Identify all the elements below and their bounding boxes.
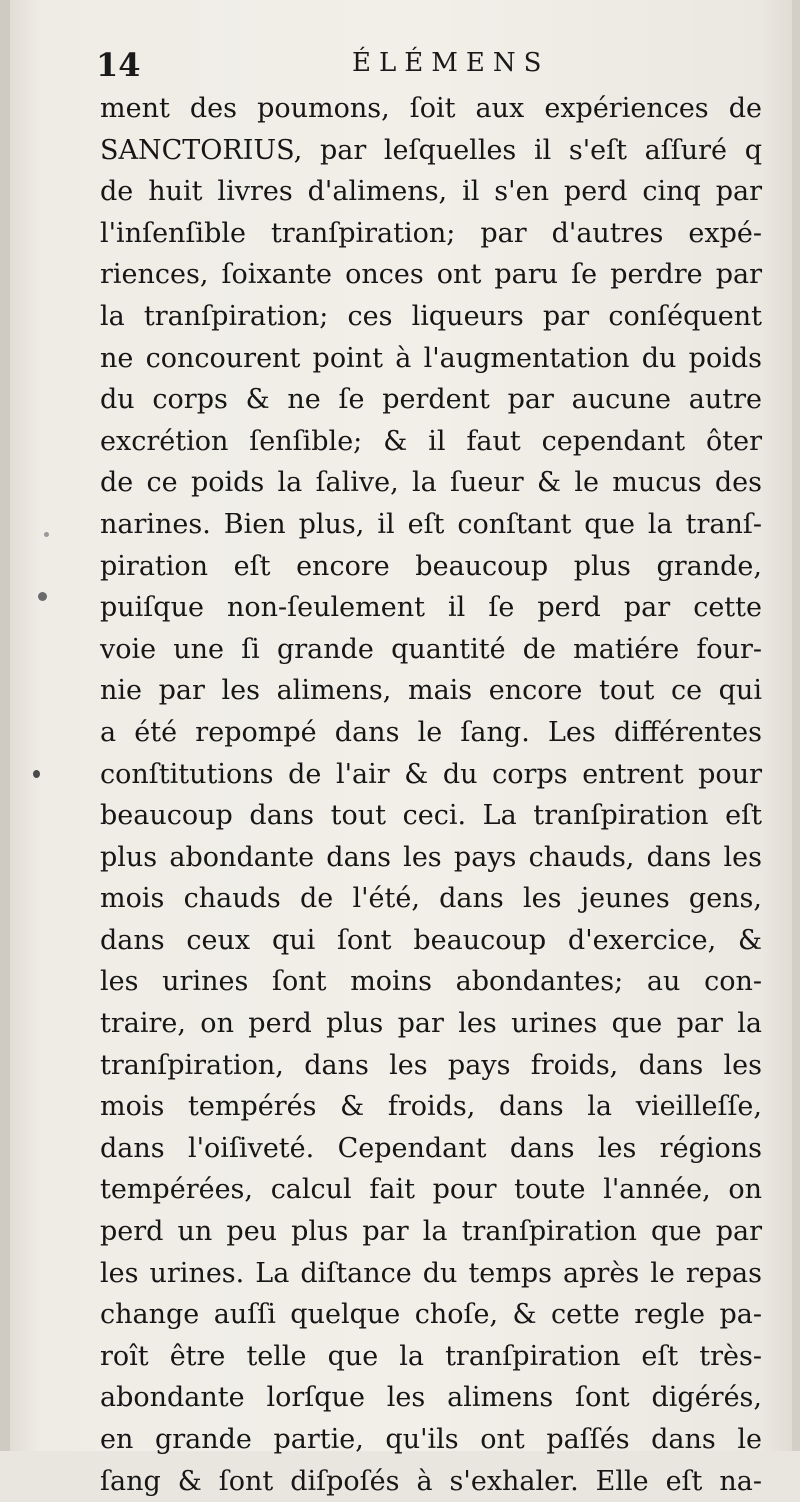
text-line: ſang & ſont diſpoſés à s'exhaler. Elle eſt na- (100, 1465, 762, 1497)
text-line: voie une ſi grande quantité de matiére four- (100, 633, 762, 665)
text-line: du corps & ne ſe perdent par aucune autre (100, 384, 762, 416)
text-line: l'inſenſible tranſpiration; par d'autres expé- (100, 217, 762, 249)
text-line: ment des poumons, ſoit aux expériences de (100, 93, 762, 124)
text-line: de ce poids la ſalive, la ſueur & le mucus des (100, 467, 762, 499)
text-line: narines. Bien plus, il eſt conſtant que la tranſ- (100, 508, 762, 540)
text-line: dans l'oiſiveté. Cependant dans les régions (100, 1132, 762, 1164)
text-line: de huit livres d'alimens, il s'en perd cinq par (100, 176, 762, 208)
text-line: tranſpiration, dans les pays froids, dans les (100, 1049, 762, 1081)
text-line: nie par les alimens, mais encore tout ce qui (100, 675, 762, 707)
text-line: mois tempérés & froids, dans la vieilleſſe, (100, 1091, 762, 1123)
body-text (100, 88, 762, 1502)
text-line: change auſſi quelque choſe, & cette regle pa- (100, 1299, 762, 1331)
page-number: 14 (96, 46, 141, 84)
text-line: puiſque non-ſeulement il ſe perd par cette (100, 592, 762, 624)
text-line: riences, ſoixante onces ont paru ſe perdre par (100, 259, 762, 291)
text-line: piration eſt encore beaucoup plus grande, (100, 550, 762, 582)
text-line: traire, on perd plus par les urines que par la (100, 1008, 762, 1040)
text-line: ne concourent point à l'augmentation du poids (100, 342, 762, 374)
running-head (96, 40, 756, 90)
text-line: abondante lorſque les alimens ſont digérés, (100, 1382, 762, 1414)
text-line: roît être telle que la tranſpiration eſt très- (100, 1340, 762, 1372)
text-line: la tranſpiration; ces liqueurs par conſéquent (100, 300, 762, 332)
text-line: mois chauds de l'été, dans les jeunes gens, (100, 883, 762, 915)
ink-speck (33, 770, 40, 778)
text-line: SANCTORIUS, par leſquelles il s'eſt aſſuré q (100, 134, 762, 166)
page-edge-right (792, 0, 800, 1451)
text-line: conſtitutions de l'air & du corps entrent pour (100, 758, 762, 790)
text-line: excrétion ſenſible; & il faut cependant ôter (100, 425, 762, 457)
text-line: en grande partie, qu'ils ont paſſés dans le (100, 1424, 762, 1455)
text-line: perd un peu plus par la tranſpiration que par (100, 1216, 762, 1248)
text-line: a été repompé dans le ſang. Les différentes (100, 716, 762, 748)
ink-speck (44, 532, 49, 537)
text-line: les urines. La diſtance du temps après le repas (100, 1257, 762, 1289)
running-title: ÉLÉMENS (352, 48, 550, 78)
text-line: plus abondante dans les pays chauds, dans les (100, 841, 762, 873)
text-line: beaucoup dans tout ceci. La tranſpiration eſt (100, 800, 762, 832)
page-edge-shadow (0, 0, 10, 1451)
ink-speck (38, 592, 47, 601)
text-line: tempérées, calcul fait pour toute l'année, on (100, 1174, 762, 1206)
text-line: dans ceux qui ſont beaucoup d'exercice, & (100, 924, 762, 956)
text-line: les urines ſont moins abondantes; au con- (100, 966, 762, 998)
